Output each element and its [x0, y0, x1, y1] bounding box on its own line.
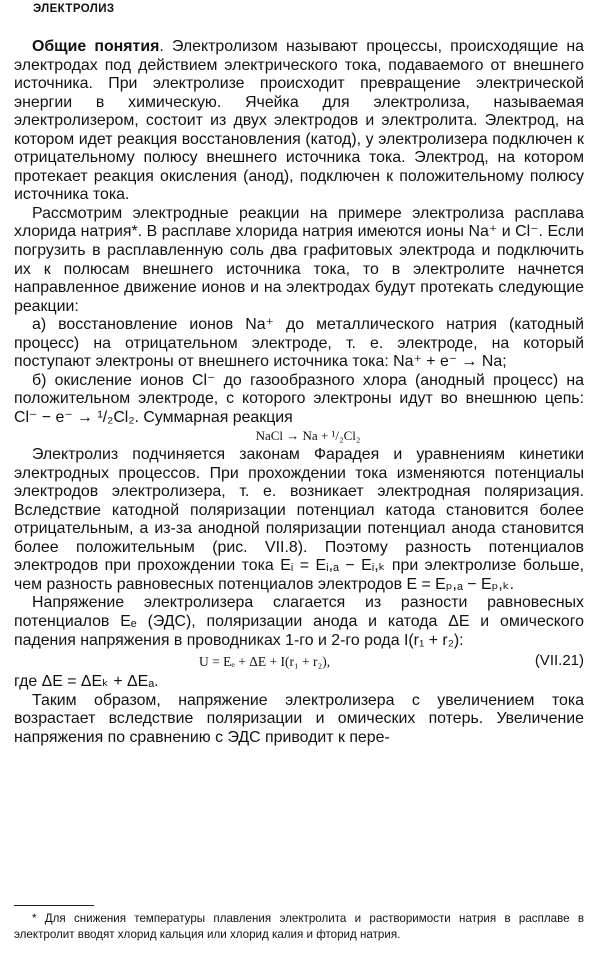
paragraph-2: Рассмотрим электродные реакции на примере электролиза расплава хлорида натрия*. В расплаве хлорида натрия имеются ионы Na⁺ и Cl⁻. Если погрузить в расплавленную соль два графитовых электрода и подключить их к полюсам внешнего источника тока, то в электролите начнется направленное движение ионов и на электродах будут протекать следующие реакции:: [14, 204, 584, 315]
paragraph-3: а) восстановление ионов Na⁺ до металлического натрия (катодный процесс) на отрицательном электроде, т. е. электроде, на который поступают электроны от внешнего источника тока: Na⁺ + e⁻ → Na;: [14, 316, 584, 371]
formula-number: (VII.21): [534, 652, 584, 670]
intro-text: . Электролизом называют процессы, происходящие на электродах под действием электрического тока, подаваемого от внешнего источника. При электролизе происходит превращение электрической энергии в химическую. Ячейка для электролиза, называемая электролизером, состоит из двух электродов и электролита. Электрод, на котором идет реакция восстановления (катод), у электролизера подключен к отрицательному полюсу внешнего источника тока. Электрод, на котором протекает реакция окисления (анод), подключен к положительному полюсу источника тока.: [14, 38, 584, 204]
paragraph-4: б) окисление ионов Cl⁻ до газообразного хлора (анодный процесс) на положительном электроде, с которого электроны идут во внешнюю цепь: Cl⁻ − e⁻ → ¹/₂Cl₂. Суммарная реакция: [14, 371, 584, 426]
paragraph-6: Напряжение электролизера слагается из разности равновесных потенциалов Eₑ (ЭДС), поляризации анода и катода ΔE и омического падения напряжения в проводниках 1-го и 2-го рода I(r₁ + r₂):: [14, 594, 584, 649]
formula-voltage-row: [14, 652, 584, 673]
footnote-rule: [14, 905, 94, 906]
body-text: [14, 38, 584, 747]
paragraph-8: Таким образом, напряжение электролизера с увеличением тока возрастает вследствие поляризации и омических потерь. Увеличение напряжения по сравнению с ЭДС приводит к пере-: [14, 691, 584, 746]
formula-voltage: U = Eₑ + ΔE + I(r₁ + r₂),: [199, 654, 331, 670]
intro-lead: Общие понятия: [32, 38, 160, 55]
section-heading: ЭЛЕКТРОЛИЗ: [33, 3, 115, 15]
formula-reaction: NaCl → Na + ¹/₂Cl₂: [255, 428, 361, 444]
paragraph-7: где ΔE = ΔEₖ + ΔEₐ.: [14, 673, 159, 691]
footnote: * Для снижения температуры плавления электролита и растворимости натрия в расплаве в электролит вводят хлорид кальция или хлорид калия и фторид натрия.: [14, 912, 584, 941]
paragraph-5: Электролиз подчиняется законам Фарадея и уравнениям кинетики электродных процессов. При прохождении тока изменяются потенциалы электродов электролизера, т. е. возникает электродная поляризация. Вследствие катодной поляризации потенциал катода становится более отрицательным, а из-за анодной поляризации потенциал анода становится более положительным (рис. VII.8). Поэтому разность потенциалов электродов при прохождении тока Eᵢ = Eᵢ,ₐ − Eᵢ,ₖ при электролизе больше, чем разность равновесных потенциалов электродов E = Eₚ,ₐ − Eₚ,ₖ.: [14, 446, 584, 593]
paragraph-intro: [14, 38, 584, 205]
